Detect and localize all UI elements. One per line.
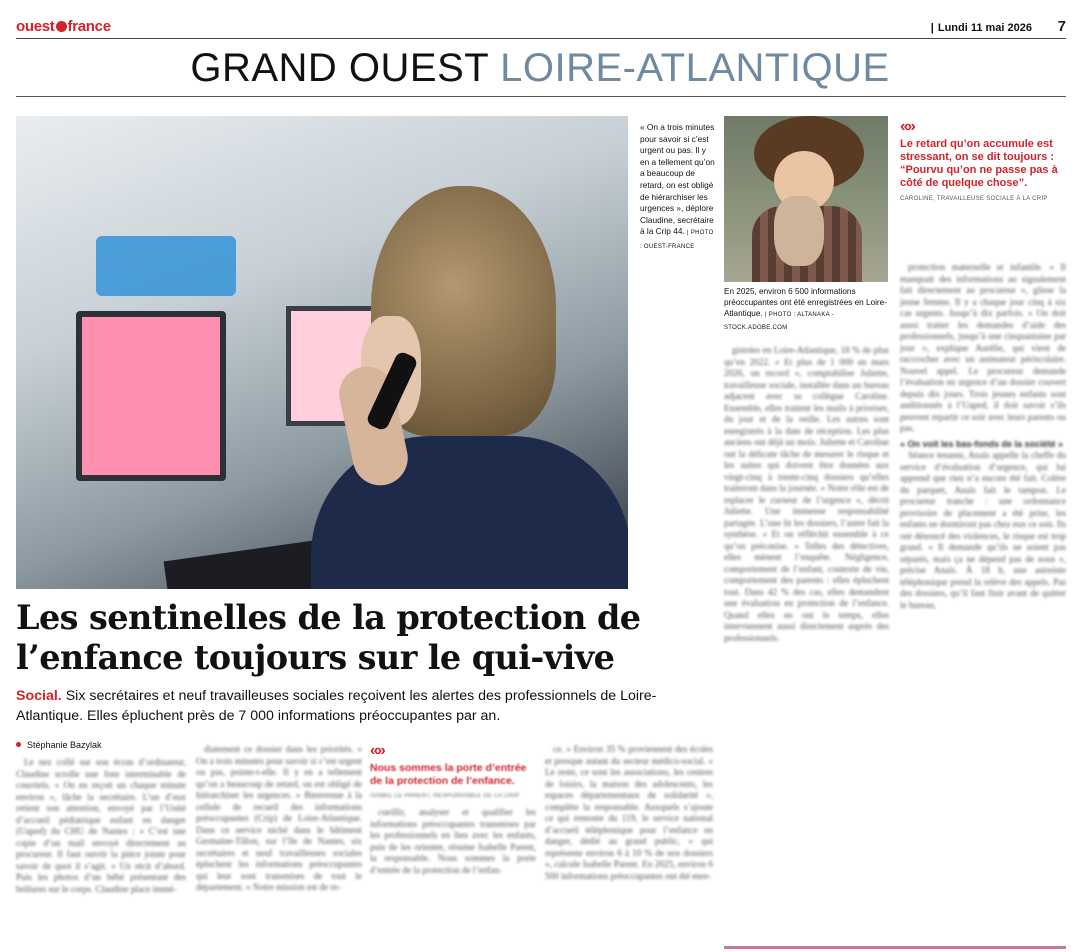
- quote-marks-icon: «»: [900, 118, 914, 135]
- child-photo: [724, 116, 888, 282]
- article-lede: [16, 686, 721, 726]
- lede-kicker: Social.: [16, 688, 62, 704]
- top-divider: [16, 38, 1066, 39]
- logo-word-right: france: [67, 18, 111, 35]
- pull-quote-right: [900, 118, 1066, 202]
- child-photo-credit: | PHOTO : ALTANAKA - STOCK.ADOBE.COM: [724, 312, 834, 331]
- ouest-france-logo[interactable]: [16, 18, 111, 35]
- quote-marks-icon: «»: [370, 742, 384, 759]
- lede-text: Six secrétaires et neuf travailleuses sociales reçoivent les alertes des professionnels de Loire-Atlantique. Elles épluchent près de 7 000 informations préoccupantes par an.: [16, 688, 657, 724]
- child-photo-caption: En 2025, environ 6 500 informations préoccupantes ont été enregistrées en Loire-Atlantique. | PHOTO : ALTANAKA - STOCK.ADOBE.COM: [724, 287, 887, 331]
- issue-date: Lundi 11 mai 2026: [937, 22, 1032, 34]
- main-photo-credit: | PHOTO : OUEST-FRANCE: [640, 230, 714, 250]
- logo-word-left: ouest: [16, 18, 55, 35]
- column-subheading: « On voit les bas-fonds de la société »: [900, 438, 1064, 449]
- body-column-4: ce. » Environ 35 % proviennent des écoles et presque autant du secteur médico-social. « Le reste, ce sont les associations, les centres de loisirs, la maison des adolescents, les espaces départementaux de solidarité », complète la responsable. Auxquels s’ajoute ce qui remonte du 119, le service national d’accueil téléphonique pour l’enfance en danger, dédié au grand public, « qui représente environ 6 à 10 % de nos dossiers », calcule Isabelle Parent. En 2025, environ 6 500 informations préoccupantes ont été enre-: [545, 744, 713, 881]
- section-title: [0, 46, 1080, 91]
- pull-quote-inline-credit: ISABEL LE PARENT, RESPONSABLE DE LA CRIP: [370, 793, 520, 799]
- pull-quote-text: Le retard qu’on accumule est stressant, on se dit toujours : “Pourvu qu’on ne passe pas à côté de quelque chose”.: [900, 138, 1058, 189]
- body-column-2: diatement ce dossier dans les priorités. « On a trois minutes pour savoir si c’est urgent ou pas, pointe-t-elle. Il y en a tellement qu’on a beaucoup de retard, on est obligé de hiérarchiser les urgences. » Bienvenue à la cellule de recueil des informations préoccupantes (Crip) de Loire-Atlantique. Dans ce service niché dans le bâtiment Germaine-Tillon, sur l’île de Nantes, six secrétaires et neuf travailleuses sociales épluchent les informations préoccupantes qui leur sont transmises de tout le département. « Notre mission est de re-: [196, 744, 362, 892]
- monitor-shape: [76, 311, 226, 481]
- section-divider: [16, 96, 1066, 97]
- pull-quote-credit: CAROLINE, TRAVAILLEUSE SOCIALE À LA CRIP: [900, 196, 1048, 202]
- pull-quote-inline-text: Nous sommes la porte d’entrée de la protection de l’enfance.: [370, 762, 527, 787]
- body-column-1: Le nez collé sur son écran d’ordinateur, Claudine scrolle une liste interminable de courriels. « On en reçoit un chaque minute environ », lâche la secrétaire. L’un d’eux retient son attention, envoyé par l’Unité d’accueil pédiatrique enfant en danger (Uaped) du CHU de Nantes : « C’est une copie d’un mail envoyé directement au procureur. Il faut ouvrir la pièce jointe pour savoir de quoi il s’agit. » Un récit d’abord. Puis les photos d’un bébé présentant des brûlures sur le corps. Claudine place immé-: [16, 757, 186, 894]
- byline-dot-icon: [16, 742, 21, 747]
- main-photo-caption: « On a trois minutes pour savoir si c’est urgent ou pas. Il y en a tellement qu’on a beaucoup de retard, on est obligé de hiérarchiser les urgences », déplore Claudine, secrétaire à la Crip 44. | PHOTO : OUEST-FRANCE: [640, 122, 715, 250]
- bottom-accent-bar: [724, 946, 1066, 949]
- page-number: 7: [1057, 18, 1066, 35]
- author-name: Stéphanie Bazylak: [27, 740, 102, 750]
- pull-quote-inline: [370, 742, 536, 876]
- main-photo: [16, 116, 628, 589]
- byline: [16, 740, 102, 750]
- body-column-5: gistrées en Loire-Atlantique, 18 % de plus qu’en 2022. « Et plus de 1 000 en mars 2026, un record », comptabilise Juliette, travailleuse sociale, installée dans un bureau adjacent avec sa collègue Caroline. Ensemble, elles traitent les mails à prioriser, du jour et de la veille. Les autres sont enregistrés à la date de réception. Les plus anciens ont déjà un mois. Juliette et Caroline ont la délicate tâche de mesurer le risque et les suites qui doivent être données aux vingt-cinq à trente-cinq dossiers qu’elles traiteront dans la journée. « Notre rôle est de replacer le curseur de l’urgence », décrit Juliette. Une immense responsabilité partagée. L’une lit les dossiers, l’autre fait la synthèse. « Et on réfléchit ensemble à ce qu’on préconise. » Telles des détectives, elles mènent l’enquête. Négligence, comportement de l’enfant, contexte de vie, comportement des parents : elles épluchent tout. Dans 42 % des cas, elles demandent une évaluation en protection de l’enfance. Quand elles en ont le temps, elles interviennent aussi directement auprès des professionnels.: [724, 345, 889, 643]
- logo-dot-icon: [56, 21, 67, 32]
- dateline: | Lundi 11 mai 2026: [930, 22, 1032, 34]
- section-primary: GRAND OUEST: [190, 46, 489, 90]
- article-headline: Les sentinelles de la protection de l’enfance toujours sur le qui-vive: [16, 598, 641, 677]
- section-secondary: LOIRE-ATLANTIQUE: [500, 46, 890, 90]
- body-column-3: cueillir, analyser et qualifier les informations préoccupantes transmises par les professionnels en lien avec les enfants, puis de les orienter, résume Isabelle Parent, la responsable. Nous sommes la porte d’entrée de la protection de l’enfan-: [370, 807, 536, 875]
- body-column-6: protection maternelle et infantile. « Il manquait des informations au signalement fait directement au procureur », glisse la jeune femme. Il y a chaque jour cinq à six cas urgents. Jusqu’à dix parfois. « On doit aussi traiter les demandes d’aide des professionnels, jusqu’à une cinquantaine par jour », explique Aurélie, qui vient de raccrocher avec un animateur périscolaire. Nouvel appel. Le procureur demande l’évaluation en urgence d’un dossier couvert depuis dix jours. Trois jeunes enfants sont auditionnés à l’Uaped, il doit savoir s’ils peuvent repartir ce soir avec leurs parents ou pas. « On voit les bas-fonds de la société » Séance tenante, Anaïs appelle la cheffe du service d’évaluation d’urgence, qui lui apprend que rien n’a encore été fait. Colère du parquet, Anaïs fait le tampon. Le procureur tranche : une ordonnance provisoire de placement a été prise, les enfants ne dormiront pas chez eux ce soir. Ils ont dénoncé des violences, le risque est trop grand. « Il demande qu’ils ne soient pas séparés, mais ça ne dépend pas de nous », précise Anaïs. À 18 h, une astreinte téléphonique prend la relève des appels. Pas des dossiers, qu’il faut finir avant de quitter le bureau.: [900, 262, 1066, 610]
